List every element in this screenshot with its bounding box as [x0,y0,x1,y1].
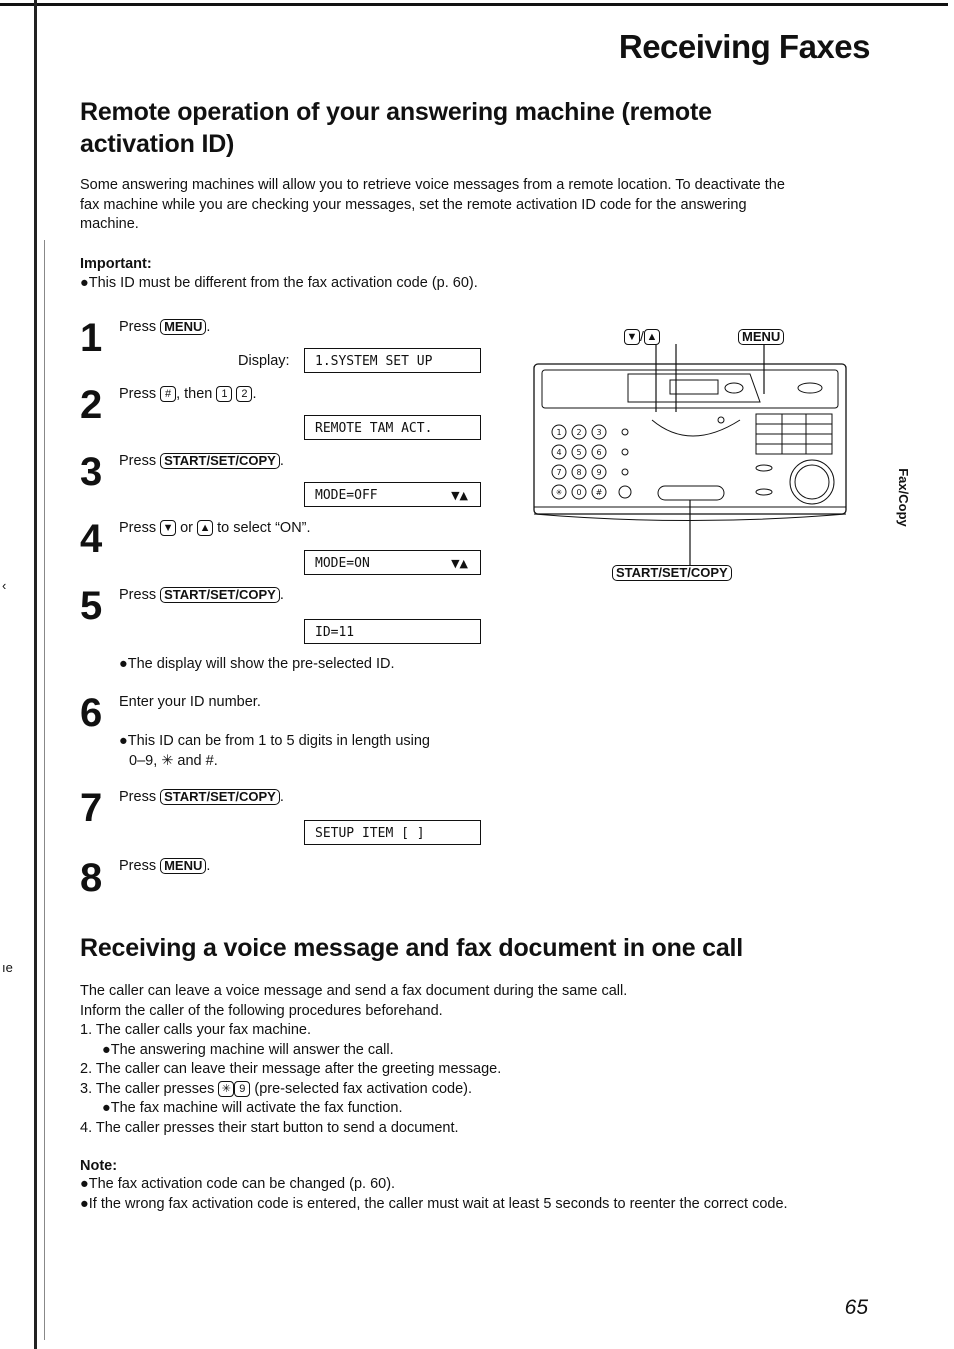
lcd-display: ID=11 [304,619,481,644]
side-tab: Fax/Copy [895,468,911,527]
menu-key: MENU [160,319,206,335]
step-number: 6 [80,691,101,735]
control-panel-diagram [530,322,850,592]
keypad-label: 7 [556,468,562,477]
page-title: Receiving Faxes [618,28,870,65]
page-number: 65 [844,1296,868,1319]
keypad-label: 6 [596,448,602,457]
step-number: 8 [80,856,101,900]
keypad-label: 2 [576,428,582,437]
start-set-copy-key: START/SET/COPY [160,789,280,805]
digit-key: 9 [234,1081,250,1097]
binding-edge-inner [44,240,45,1340]
step-text: Press # , then 1 2 . [119,386,257,402]
lcd-display: REMOTE TAM ACT. [304,415,481,440]
digit-key: 2 [236,386,252,402]
note-item: ●The fax activation code can be changed (p. 60). [80,1176,396,1192]
step-number: 3 [80,450,101,494]
step-text: Press MENU . [119,858,211,874]
margin-mark: ‹ [2,578,7,593]
keypad-label: 5 [576,448,582,457]
note-item: ●If the wrong fax activation code is entered, the caller must wait at least 5 seconds to reenter the correct code. [80,1195,788,1212]
digit-key: 1 [216,386,232,402]
binding-edge [34,0,37,1349]
margin-mark: ıe [2,960,13,975]
step-text: Press START/SET/COPY . [119,587,284,603]
list-item: 3. The caller presses ✳ 9 (pre-selected fax activation code). [80,1080,472,1097]
top-rule [0,3,948,6]
step-text: Press START/SET/COPY . [119,453,284,469]
step-note: ●This ID can be from 1 to 5 digits in length using 0–9, ✳ and #. [119,733,430,769]
section-heading: Receiving a voice message and fax document in one call [80,934,744,962]
step-number: 5 [80,584,101,628]
keypad-label: 0 [576,488,582,497]
fax-machine-illustration [530,322,850,592]
step-text: Press MENU . [119,319,211,335]
list-subitem: ●The fax machine will activate the fax function. [102,1100,403,1116]
intro-paragraph: Some answering machines will allow you to retrieve voice messages from a remote location. To deactivate the fax machine while you are checking your messages, set the remote activation ID code for the answering machine. [80,177,785,232]
star-key: ✳ [218,1081,234,1097]
lcd-display: 1.SYSTEM SET UP [304,348,481,373]
list-item: 2. The caller can leave their message after the greeting message. [80,1061,502,1077]
heading-line: activation ID) [80,130,235,158]
keypad-label: 4 [556,448,562,457]
step-text: Press START/SET/COPY . [119,789,284,805]
lcd-display: MODE=OFF ▼▲ [304,482,481,507]
important-text: ●This ID must be different from the fax activation code (p. 60). [80,275,478,291]
list-item: 1. The caller calls your fax machine. [80,1022,312,1038]
up-key: ▲ [197,520,213,536]
menu-label: MENU [738,328,784,346]
heading-line: Remote operation of your answering machine (remote [80,98,712,126]
keypad-label: 9 [596,468,602,477]
keypad-label: ✳ [555,488,563,497]
start-set-copy-key: START/SET/COPY [160,587,280,603]
down-key: ▼ [160,520,176,536]
list-subitem: ●The answering machine will answer the call. [102,1041,394,1058]
hash-key: # [160,386,176,402]
step-text: Press ▼ or ▲ to select “ON”. [119,520,311,536]
keypad-label: # [595,488,603,497]
display-label: Display: [238,353,290,369]
step-note: ●The display will show the pre-selected ID. [119,656,395,672]
important-label: Important: [80,256,152,272]
keypad-label: 8 [576,468,582,477]
down-key-icon: ▼ [624,329,640,345]
step-text: Enter your ID number. [119,694,261,710]
menu-key: MENU [160,858,206,874]
keypad-label: 3 [596,428,602,437]
note-label: Note: [80,1158,118,1174]
step-number: 7 [80,786,101,830]
keypad-label: 1 [556,428,562,437]
note-list [80,1175,900,1214]
scroll-arrows-icon: ▼▲ [451,489,468,502]
lcd-display: MODE=ON ▼▲ [304,550,481,575]
start-set-copy-label: START/SET/COPY [612,564,732,582]
up-key-icon: ▲ [644,329,660,345]
step-number: 2 [80,383,101,427]
start-set-copy-key: START/SET/COPY [160,453,280,469]
lcd-display: SETUP ITEM [ ] [304,820,481,845]
section-heading [80,96,712,160]
list-item: 4. The caller presses their start button to send a document. [80,1119,459,1136]
scroll-arrows-icon: ▼▲ [451,557,468,570]
step-number: 4 [80,517,101,561]
step-number: 1 [80,316,101,360]
section2-body: The caller can leave a voice message and send a fax document during the same call. Inform the caller of the following procedures beforehand. 1. The caller calls your fax machine. ●The answering machine will answer the call. 2. The caller can leave their message after the greeting message. 3. The caller presses ✳ 9 (pre-selected fax activation code). ●The fax machine will activate the fax function. 4. The caller presses their start button to send a document. [80,982,890,1138]
arrow-keys-label: ▼ / ▲ [624,328,660,345]
